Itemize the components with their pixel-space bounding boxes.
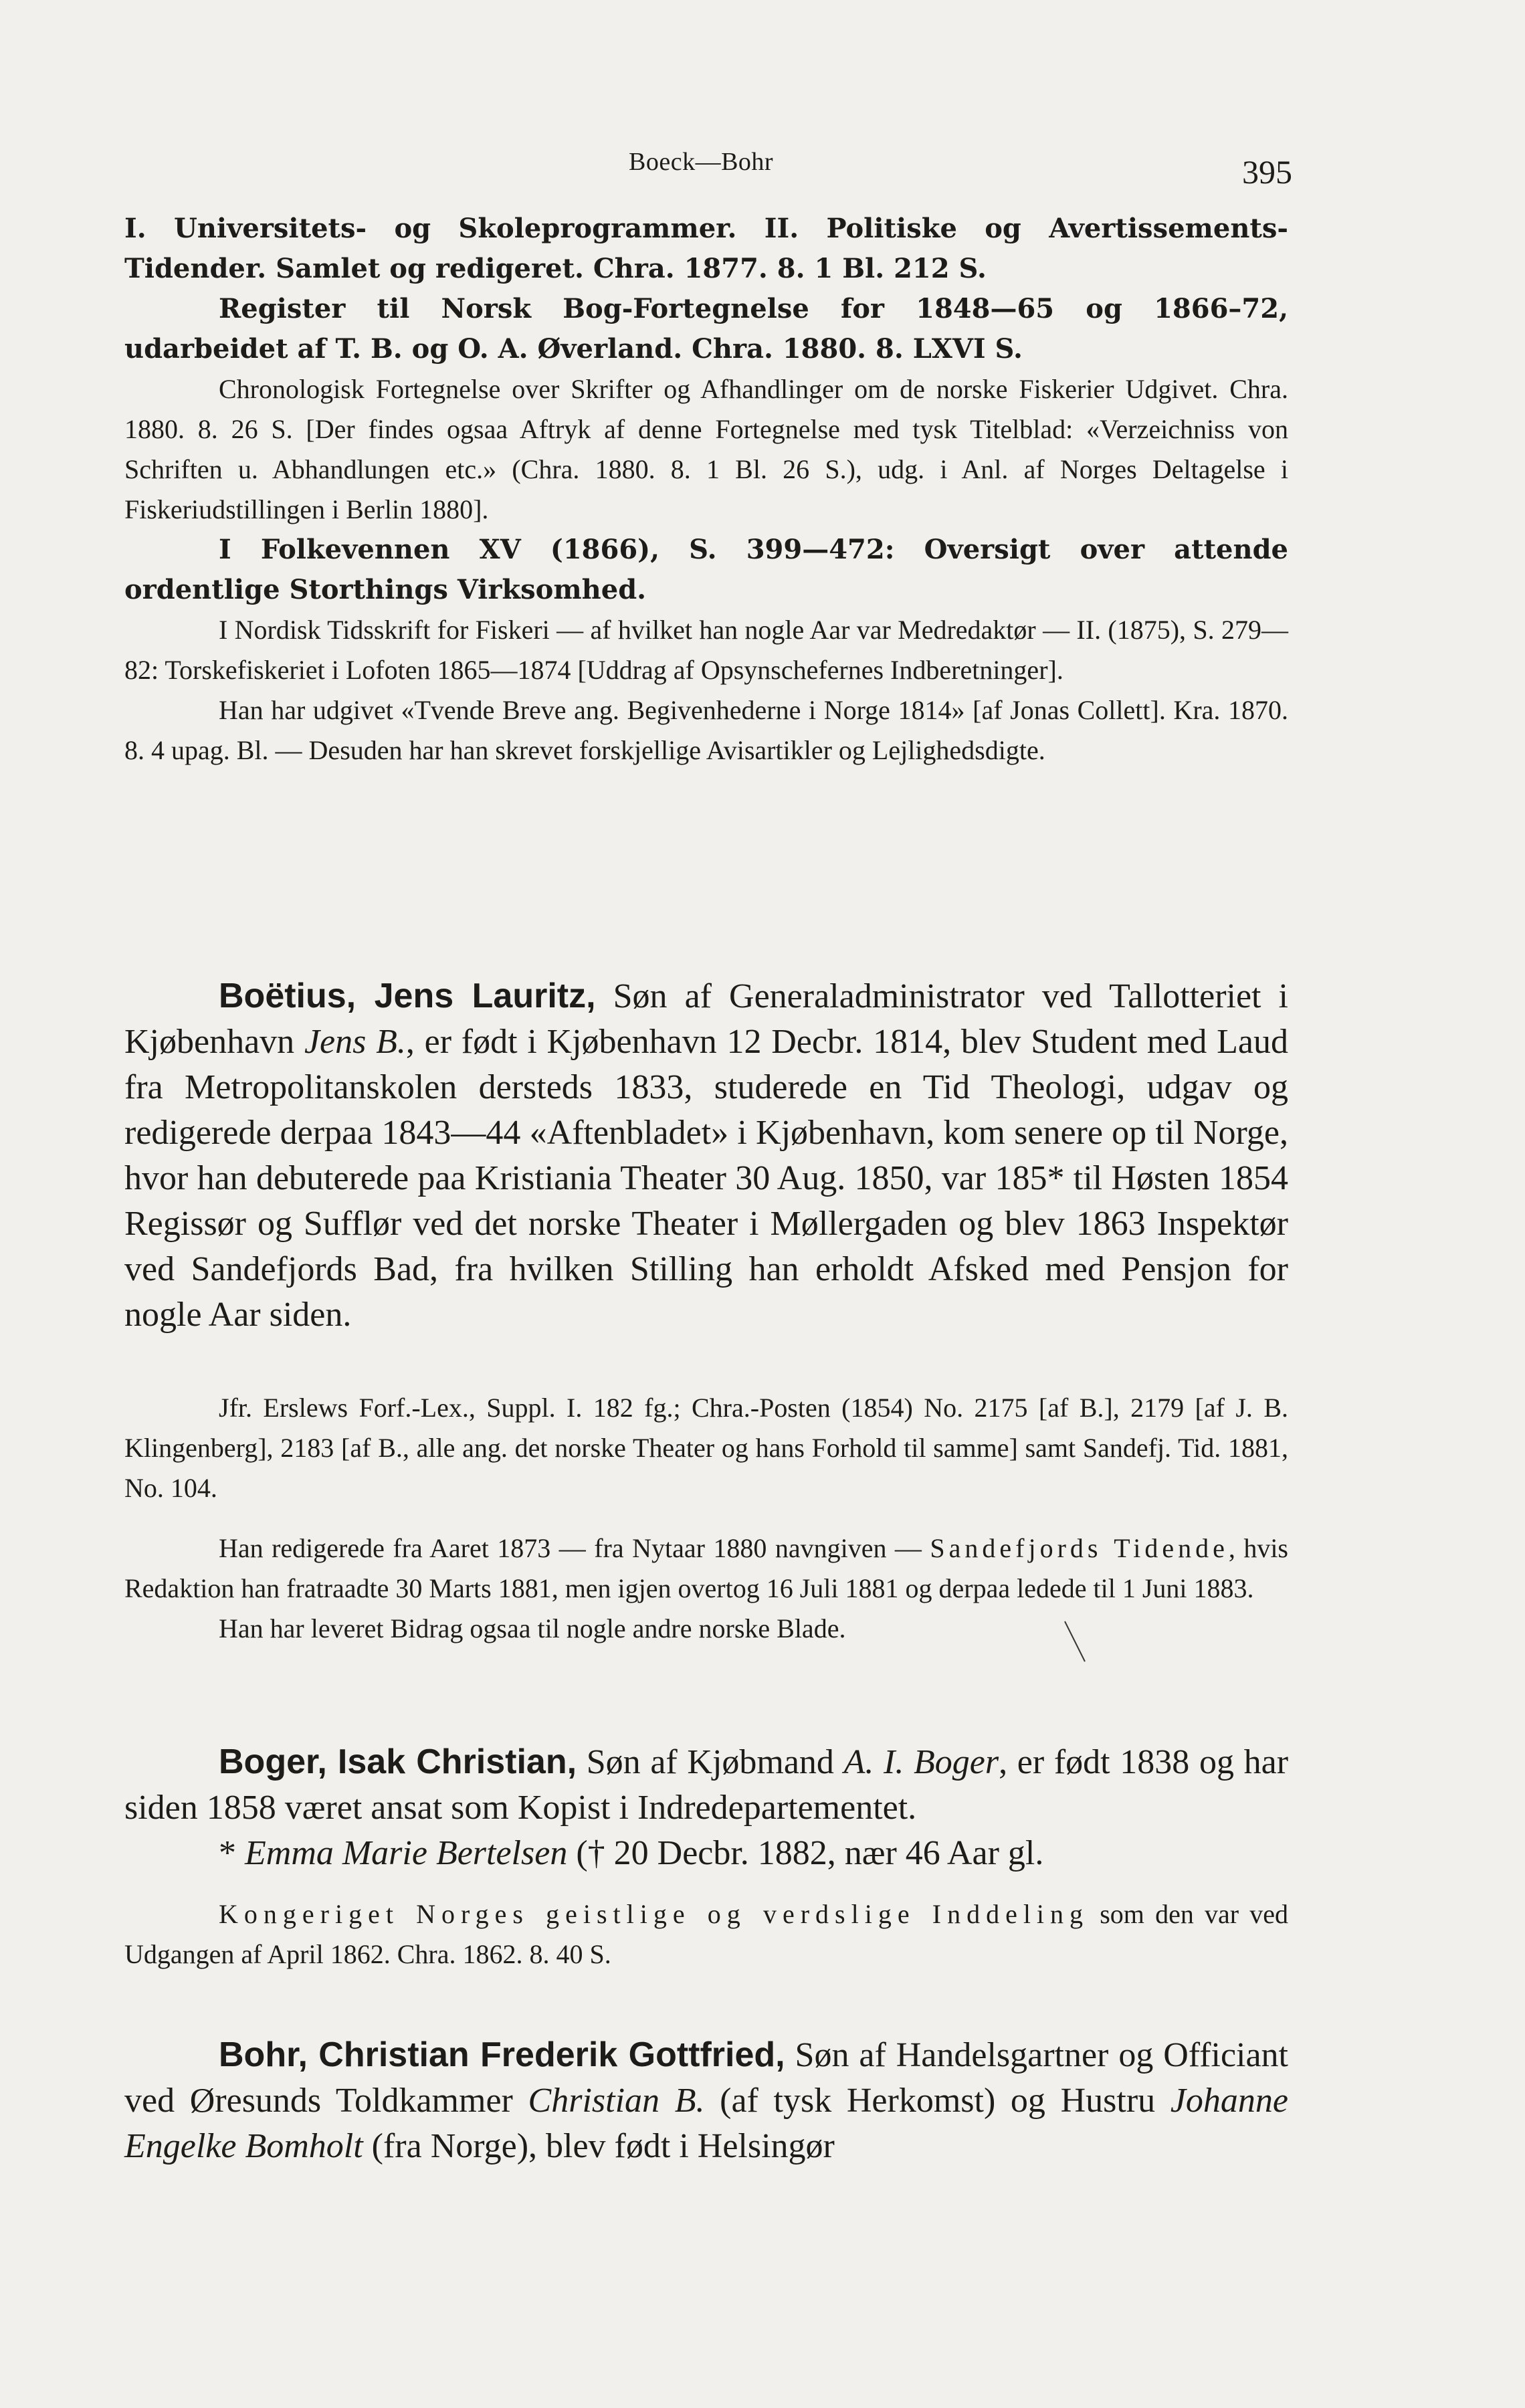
sources-note: Jfr. Erslews Forf.-Lex., Suppl. I. 182 fg.; Chra.-Posten (1854) No. 2175 [af B.], 2179 [af J. B. Klingenberg], 2183 [af B., alle ang. det norske Theater og hans Forhold til samme] samt Sandefj. Tid. 1881, No. 104. (124, 1393, 1288, 1503)
bibliography-item: Han har udgivet «Tvende Breve ang. Begivenhederne i Norge 1814» [af Jonas Collett]. Kra. 1870. 8. 4 upag. Bl. — Desuden har han skrevet forskjellige Avisartikler og Lejlighedsdigte. (124, 695, 1288, 765)
bibliography-item: I Nordisk Tidsskrift for Fiskeri — af hvilket han nogle Aar var Medredaktør — II. (1875), S. 279—82: Torskefiskeriet i Lofoten 1865—1874 [Uddrag af Opsynschefernes Indberetninger]. (124, 615, 1288, 685)
entry-boetius-notes (124, 1528, 1288, 1649)
person-name: Emma Marie Bertelsen (245, 1834, 568, 1872)
page-header (0, 142, 1525, 189)
publication-note: Kongeriget Norges geistlige og verdslige Inddeling som den var ved Udgangen af April 1862. Chra. 1862. 8. 40 S. (124, 1899, 1288, 1969)
bibliography-item: Chronologisk Fortegnelse over Skrifter og Afhandlinger om de norske Fiskerier Udgivet. Chra. 1880. 8. 26 S. [Der findes ogsaa Aftryk af denne Fortegnelse med tysk Titelblad: «Verzeichniss von Schriften u. Abhandlungen etc.» (Chra. 1880. 8. 1 Bl. 26 S.), udg. i Anl. af Norges Deltagelse i Fiskeriudstillingen i Berlin 1880]. (124, 374, 1288, 524)
publication-title: Kongeriget Norges geistlige og verdslige Inddeling (219, 1899, 1090, 1929)
entry-name: Bohr, Christian Frederik Gottfried, (219, 2035, 785, 2074)
entry-name: Boger, Isak Christian, (219, 1742, 577, 1781)
page-number: 395 (1242, 153, 1292, 191)
entry-boetius-sources (124, 1388, 1288, 1508)
newspaper-title: Sandefjords Tidende (930, 1533, 1229, 1563)
bibliography-item: Register til Norsk Bog-Fortegnelse for 1848—65 og 1866–72, udarbeidet af T. B. og O. A. Øverland. Chra. 1880. 8. LXVI S. (124, 293, 1288, 365)
contribution-note: Han har leveret Bidrag ogsaa til nogle andre norske Blade. (219, 1613, 846, 1643)
entry-boger-text: Boger, Isak Christian, Søn af Kjøbmand A. I. Boger, er født 1838 og har siden 1858 været ansat som Kopist i Indredepartementet. (124, 1742, 1289, 1827)
bibliography-item: I Folkevennen XV (1866), S. 399—472: Oversigt over attende ordentlige Storthings Virksomhed. (124, 534, 1288, 605)
person-name: A. I. Boger (843, 1743, 999, 1781)
entry-boetius (124, 973, 1288, 1338)
entry-boger (124, 1739, 1288, 1876)
person-name: Jens B. (304, 1023, 406, 1061)
spouse-line: * Emma Marie Bertelsen († 20 Decbr. 1882, nær 46 Aar gl. (219, 1834, 1044, 1872)
person-name: Christian B. (528, 2082, 705, 2120)
entry-bohr (124, 2032, 1288, 2169)
bibliography-list (124, 209, 1288, 771)
entry-boger-publication (124, 1894, 1288, 1975)
entry-boetius-text: Boëtius, Jens Lauritz, Søn af Generaladministrator ved Tallotteriet i Kjøbenhavn Jens B., er født i Kjøbenhavn 12 Decbr. 1814, blev Student med Laud fra Metropolitanskolen dersteds 1833, studerede en Tid Theologi, udgav og redigerede derpaa 1843—44 «Aftenbladet» i Kjøbenhavn, kom senere op til Norge, hvor han debuterede paa Kristiania Theater 30 Aug. 1850, var 185* til Høsten 1854 Regissør og Sufflør ved det norske Theater i Møllergaden og blev 1863 Inspektør ved Sandefjords Bad, fra hvilken Stilling han erholdt Afsked med Pensjon for nogle Aar siden. (124, 977, 1288, 1334)
person-name: Johanne Engelke Bomholt (124, 2082, 1289, 2165)
pencil-mark (1062, 1619, 1089, 1666)
entry-bohr-text: Bohr, Christian Frederik Gottfried, Søn af Handelsgartner og Officiant ved Øresunds Toldkammer Christian B. (af tysk Herkomst) og Hustru Johanne Engelke Bomholt (fra Norge), blev født i Helsingør (124, 2035, 1289, 2165)
running-head: Boeck—Bohr (629, 148, 774, 176)
editor-note: Han redigerede fra Aaret 1873 — fra Nytaar 1880 navngiven — Sandefjords Tidende, hvis Redaktion han fratraadte 30 Marts 1881, men igjen overtog 16 Juli 1881 og derpaa ledede til 1 Juni 1883. (124, 1533, 1289, 1603)
bibliography-item: I. Universitets- og Skoleprogrammer. II. Politiske og Avertissements-Tidender. Samlet og redigeret. Chra. 1877. 8. 1 Bl. 212 S. (124, 213, 1288, 284)
entry-name: Boëtius, Jens Lauritz, (219, 977, 596, 1015)
